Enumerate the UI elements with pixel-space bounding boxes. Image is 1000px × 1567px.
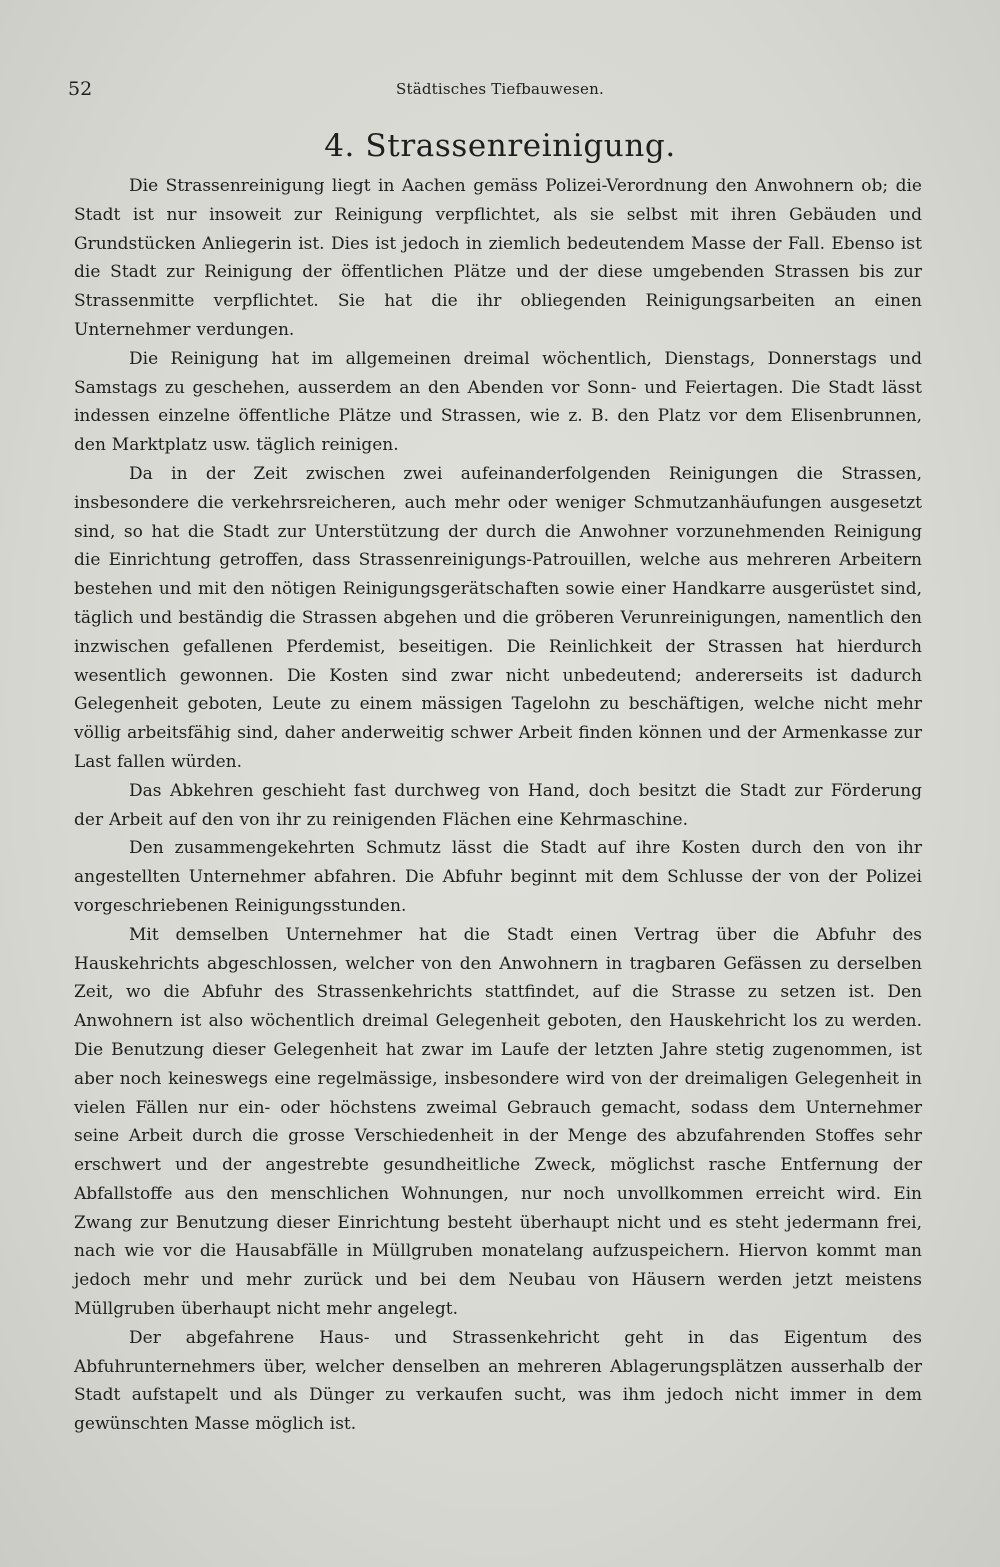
paragraph: Da in der Zeit zwischen zwei aufeinanderfolgenden Reinigungen die Strassen, insbesondere die verkehrsreicheren, auch mehr oder weniger Schmutzanhäufungen ausgesetzt sind, so hat die Stadt zur Unterstützung der durch die Anwohner vorzunehmenden Reinigung die Einrichtung getroffen, dass Strassenreinigungs-Patrouillen, welche aus mehreren Arbeitern bestehen und mit den nötigen Reinigungsgerätschaften sowie einer Handkarre ausgerüstet sind, täglich und beständig die Strassen abgehen und die gröberen Verunreinigungen, namentlich den inzwischen gefallenen Pferdemist, beseitigen. Die Reinlichkeit der Strassen hat hierdurch wesentlich gewonnen. Die Kosten sind zwar nicht unbedeutend; andererseits ist dadurch Gelegenheit geboten, Leute zu einem mässigen Tagelohn zu beschäftigen, welche nicht mehr völlig arbeitsfähig sind, daher anderweitig schwer Arbeit finden können und der Armenkasse zur Last fallen würden.: [74, 463, 922, 772]
paragraph: Den zusammengekehrten Schmutz lässt die Stadt auf ihre Kosten durch den von ihr angestellten Unternehmer abfahren. Die Abfuhr beginnt mit dem Schlusse der von der Polizei vorgeschriebenen Reinigungsstunden.: [74, 838, 922, 916]
page-number: 52: [68, 78, 93, 100]
running-head: Städtisches Tiefbauwesen.: [396, 80, 604, 98]
section-title: 4. Strassenreinigung.: [324, 128, 676, 164]
paragraph: Die Strassenreinigung liegt in Aachen gemäss Polizei-Verordnung den Anwohnern ob; die Stadt ist nur insoweit zur Reinigung verpflichtet, als sie selbst mit ihren Gebäuden und Grundstücken Anliegerin ist. Dies ist jedoch in ziemlich bedeutendem Masse der Fall. Ebenso ist die Stadt zur Reinigung der öffentlichen Plätze und der diese umgebenden Strassen bis zur Strassenmitte verpflichtet. Sie hat die ihr obliegenden Reinigungsarbeiten an einen Unternehmer verdungen.: [74, 176, 922, 340]
paragraph: Der abgefahrene Haus- und Strassenkehricht geht in das Eigentum des Abfuhrunternehmers über, welcher denselben an mehreren Ablagerungsplätzen ausserhalb der Stadt aufstapelt und als Dünger zu verkaufen sucht, was ihm jedoch nicht immer in dem gewünschten Masse möglich ist.: [74, 1327, 922, 1435]
paragraph: Das Abkehren geschieht fast durchweg von Hand, doch besitzt die Stadt zur Förderung der Arbeit auf den von ihr zu reinigenden Flächen eine Kehrmaschine.: [74, 780, 922, 830]
paragraph: Mit demselben Unternehmer hat die Stadt einen Vertrag über die Abfuhr des Hauskehrichts abgeschlossen, welcher von den Anwohnern in tragbaren Gefässen zu derselben Zeit, wo die Abfuhr des Strassenkehrichts stattfindet, auf die Strasse zu setzen ist. Den Anwohnern ist also wöchentlich dreimal Gelegenheit geboten, den Hauskehricht los zu werden. Die Benutzung dieser Gelegenheit hat zwar im Laufe der letzten Jahre stetig zugenommen, ist aber noch keineswegs eine regelmässige, insbesondere wird von der dreimaligen Gelegenheit in vielen Fällen nur ein- oder höchstens zweimal Gebrauch gemacht, sodass dem Unternehmer seine Arbeit durch die grosse Verschiedenheit in der Menge des abzufahrenden Stoffes sehr erschwert und der angestrebte gesundheitliche Zweck, möglichst rasche Entfernung der Abfallstoffe aus den menschlichen Wohnungen, nur noch unvollkommen erreicht wird. Ein Zwang zur Benutzung dieser Einrichtung besteht überhaupt nicht und es steht jedermann frei, nach wie vor die Hausabfälle in Müllgruben monatelang aufzuspeichern. Hiervon kommt man jedoch mehr und mehr zurück und bei dem Neubau von Häusern werden jetzt meistens Müllgruben überhaupt nicht mehr angelegt.: [74, 924, 922, 1320]
body-text: [74, 172, 922, 1439]
paragraph: Die Reinigung hat im allgemeinen dreimal wöchentlich, Dienstags, Donnerstags und Samstags zu geschehen, ausserdem an den Abenden vor Sonn- und Feiertagen. Die Stadt lässt indessen einzelne öffentliche Plätze und Strassen, wie z. B. den Platz vor dem Elisenbrunnen, den Marktplatz usw. täglich reinigen.: [74, 348, 922, 456]
